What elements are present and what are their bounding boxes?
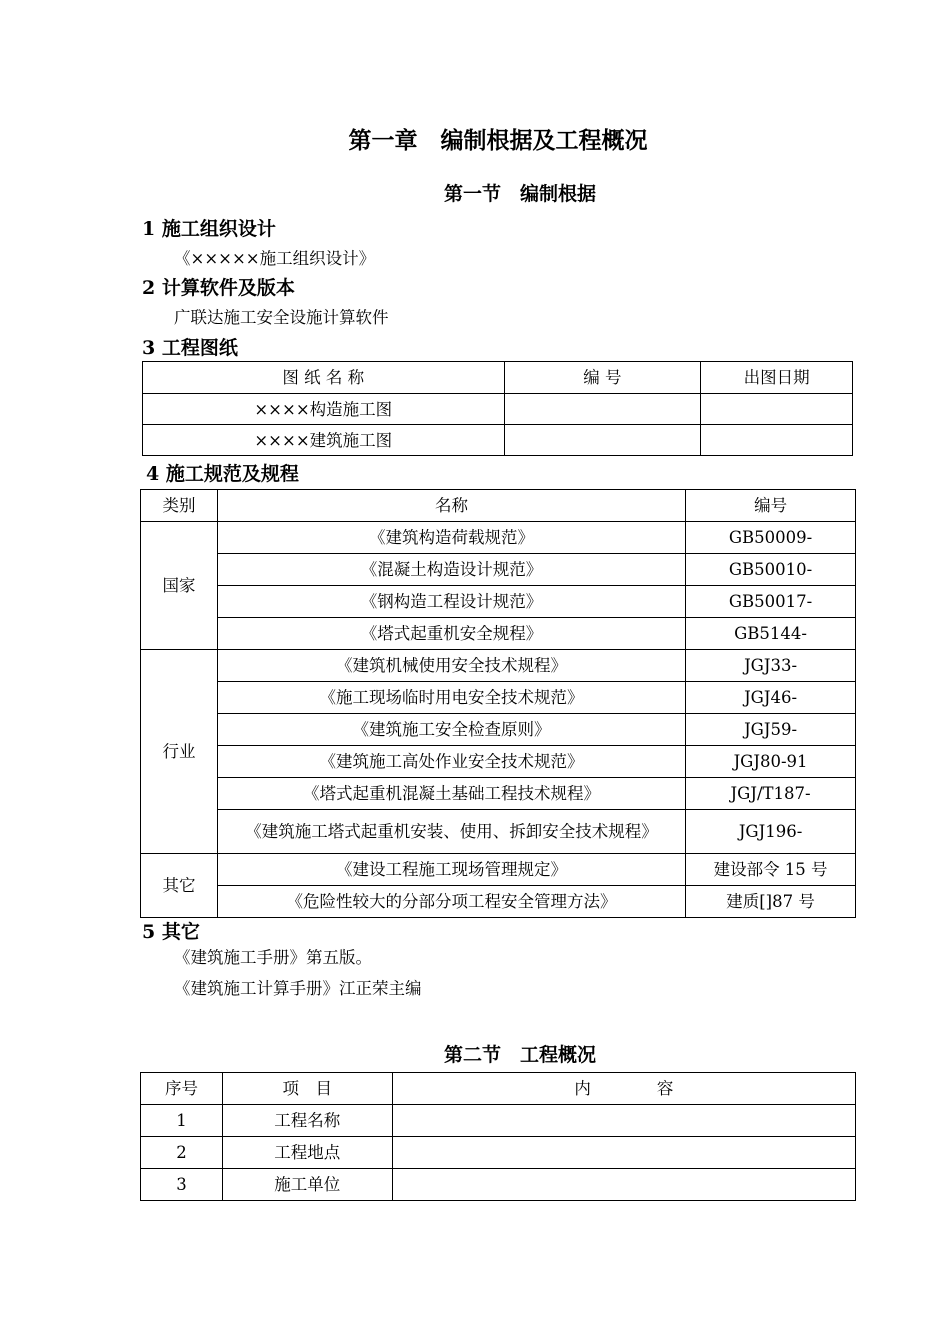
overview-header-item: 项 目 (222, 1073, 392, 1105)
specs-header-number: 编号 (686, 490, 856, 522)
overview-header-content: 内 容 (392, 1073, 855, 1105)
spec-name: 《危险性较大的分部分项工程安全管理方法》 (217, 886, 685, 918)
overview-item: 工程名称 (222, 1105, 392, 1137)
table-row (141, 1169, 856, 1201)
table-row (141, 682, 856, 714)
spec-number: JGJ33- (686, 650, 856, 682)
spec-number: JGJ46- (686, 682, 856, 714)
overview-header-index: 序号 (141, 1073, 223, 1105)
table-row (141, 1105, 856, 1137)
chapter-title: 第一章 编制根据及工程概况 (348, 127, 648, 154)
drawing-name: ××××构造施工图 (143, 394, 505, 425)
drawings-table (142, 361, 853, 456)
spec-name: 《建筑施工塔式起重机安装、使用、拆卸安全技术规程》 (217, 810, 685, 854)
table-row (141, 810, 856, 854)
spec-name: 《塔式起重机混凝土基础工程技术规程》 (217, 778, 685, 810)
heading-3: 3 工程图纸 (142, 337, 238, 359)
section1-title: 第一节 编制根据 (443, 183, 596, 205)
spec-number: 建质[]87 号 (686, 886, 856, 918)
specs-header-category: 类别 (141, 490, 218, 522)
spec-name: 《建筑施工安全检查原则》 (217, 714, 685, 746)
table-row (141, 778, 856, 810)
drawing-date (701, 425, 853, 456)
overview-index: 1 (141, 1105, 223, 1137)
heading-1: 1 施工组织设计 (142, 218, 276, 240)
spec-number: JGJ80-91 (686, 746, 856, 778)
table-row (141, 618, 856, 650)
table-row (141, 586, 856, 618)
specs-table (140, 489, 856, 918)
spec-name: 《钢构造工程设计规范》 (217, 586, 685, 618)
overview-index: 2 (141, 1137, 223, 1169)
spec-name: 《建筑施工高处作业安全技术规范》 (217, 746, 685, 778)
para-5b: 《建筑施工计算手册》江正荣主编 (174, 979, 422, 998)
table-row (141, 650, 856, 682)
specs-header-name: 名称 (217, 490, 685, 522)
spec-number: GB5144- (686, 618, 856, 650)
drawings-header-number: 编 号 (504, 362, 701, 394)
spec-name: 《施工现场临时用电安全技术规范》 (217, 682, 685, 714)
spec-number: GB50009- (686, 522, 856, 554)
spec-number: GB50017- (686, 586, 856, 618)
overview-content (392, 1105, 855, 1137)
overview-content (392, 1137, 855, 1169)
para-1: 《×××××施工组织设计》 (174, 249, 376, 268)
heading-5: 5 其它 (142, 921, 200, 943)
drawing-number (504, 425, 701, 456)
table-row (141, 746, 856, 778)
table-row (141, 554, 856, 586)
overview-content (392, 1169, 855, 1201)
spec-name: 《混凝土构造设计规范》 (217, 554, 685, 586)
drawing-name: ××××建筑施工图 (143, 425, 505, 456)
drawing-number (504, 394, 701, 425)
spec-name: 《建筑机械使用安全技术规程》 (217, 650, 685, 682)
category-cell: 国家 (141, 522, 218, 650)
spec-name: 《建设工程施工现场管理规定》 (217, 854, 685, 886)
overview-item: 施工单位 (222, 1169, 392, 1201)
table-row (141, 522, 856, 554)
overview-index: 3 (141, 1169, 223, 1201)
drawings-header-date: 出图日期 (701, 362, 853, 394)
table-row (143, 425, 853, 456)
spec-number: JGJ/T187- (686, 778, 856, 810)
table-row (141, 886, 856, 918)
heading-4: 4 施工规范及规程 (146, 463, 299, 485)
spec-number: GB50010- (686, 554, 856, 586)
table-row (141, 854, 856, 886)
category-cell: 其它 (141, 854, 218, 918)
para-5a: 《建筑施工手册》第五版。 (174, 948, 372, 967)
spec-number: 建设部令 15 号 (686, 854, 856, 886)
heading-2: 2 计算软件及版本 (142, 277, 295, 299)
table-row (141, 714, 856, 746)
spec-name: 《塔式起重机安全规程》 (217, 618, 685, 650)
overview-table (140, 1072, 856, 1201)
spec-number: JGJ196- (686, 810, 856, 854)
spec-name: 《建筑构造荷载规范》 (217, 522, 685, 554)
table-row (141, 1137, 856, 1169)
para-2: 广联达施工安全设施计算软件 (174, 308, 389, 327)
table-row (143, 394, 853, 425)
drawing-date (701, 394, 853, 425)
section2-title: 第二节 工程概况 (443, 1044, 596, 1066)
drawings-header-name: 图 纸 名 称 (143, 362, 505, 394)
overview-item: 工程地点 (222, 1137, 392, 1169)
category-cell: 行业 (141, 650, 218, 854)
spec-number: JGJ59- (686, 714, 856, 746)
